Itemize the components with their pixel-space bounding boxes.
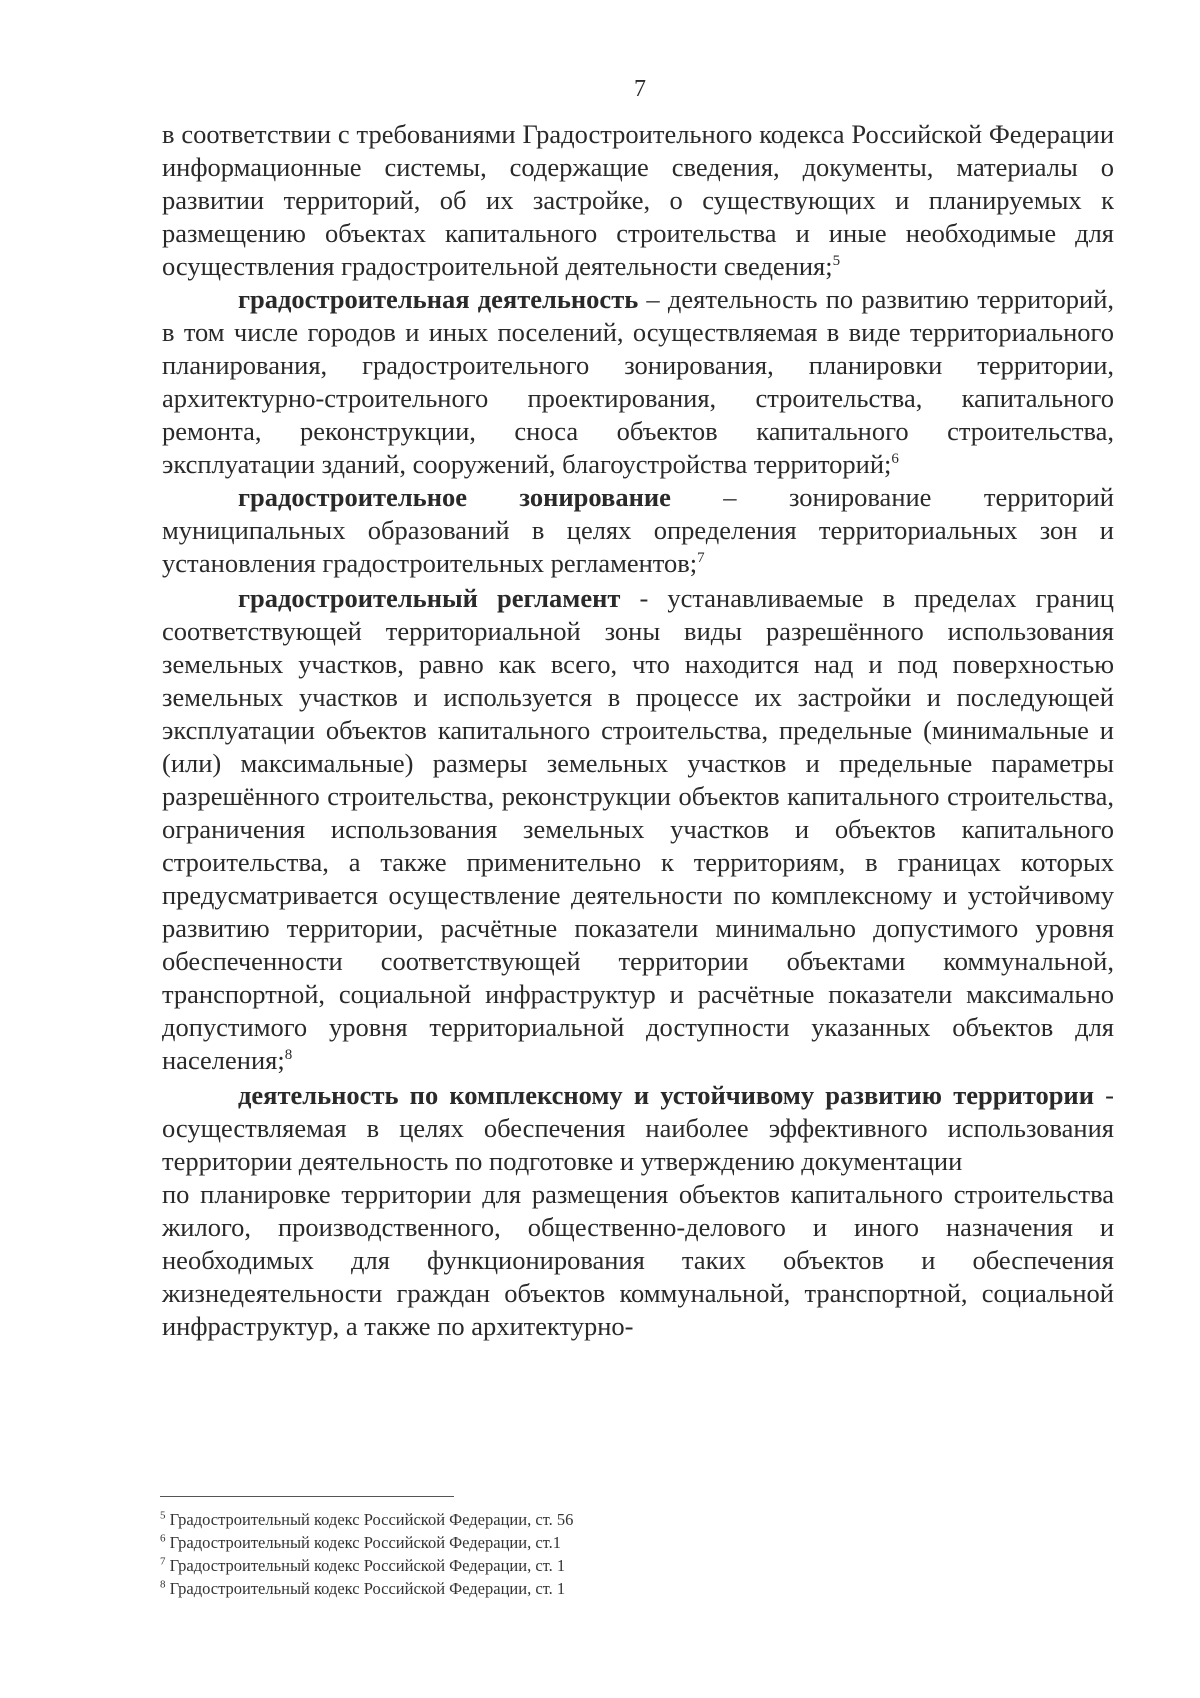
definition-term: градостроительное зонирование — [238, 482, 671, 512]
definition-text: – деятельность по развитию территорий, в том числе городов и иных поселений, осуществляемая в виде территориального планирования, градостроительного зонирования, планировки территории, архитектурно-строительного проектирования, строительства, капитального ремонта, реконструкции, сноса объектов капитального строительства, эксплуатации зданий, сооружений, благоустройства территорий; — [162, 284, 1115, 479]
footnote-text: Градостроительный кодекс Российской Федерации, ст. 56 — [169, 1510, 574, 1529]
paragraph-continuation — [162, 1178, 1114, 1343]
footnote-number: 5 — [160, 1509, 166, 1522]
definition-kompleksnoe-razvitie — [162, 1079, 1114, 1178]
paragraph-text: в соответствии с требованиями Градостроительного кодекса Российской Федерации информационные системы, содержащие сведения, документы, материалы о развитии территорий, об их застройке, о существующих и планируемых к размещению объектах капитального строительства и иные необходимые для осуществления градостроительной деятельности сведения; — [162, 119, 1114, 281]
footnote — [160, 1508, 860, 1531]
footnote-number: 7 — [160, 1555, 166, 1568]
footnote-ref: 7 — [697, 550, 705, 567]
footnote-ref: 8 — [284, 1047, 293, 1064]
footnote-text: Градостроительный кодекс Российской Федерации, ст. 1 — [169, 1579, 566, 1598]
footnote-text: Градостроительный кодекс Российской Федерации, ст.1 — [169, 1533, 561, 1552]
definition-term: градостроительная деятельность — [238, 284, 639, 314]
body-text — [162, 118, 1114, 1343]
definition-term: градостроительный регламент — [238, 583, 621, 613]
definition-text: - устанавливаемые в пределах границ соответствующей территориальной зоны виды разрешённого использования земельных участков, равно как всего, что находится над и под поверхностью земельных участков и используется в процессе их застройки и последующей эксплуатации объектов капитального строительства, предельные (минимальные и (или) максимальные) размеры земельных участков и предельные параметры разрешённого строительства, реконструкции объектов капитального строительства, ограничения использования земельных участков и объектов капитального строительства, а также применительно к территориям, в границах которых предусматривается осуществление деятельности по комплексному и устойчивому развитию территории, расчётные показатели минимально допустимого уровня обеспеченности соответствующей территории объектами коммунальной, транспортной, социальной инфраструктур и расчётные показатели максимально допустимого уровня территориальной доступности указанных объектов для населения; — [162, 583, 1114, 1075]
definition-term: деятельность по комплексному и устойчивому развитию территории — [238, 1080, 1094, 1110]
footnote — [160, 1577, 860, 1600]
footnotes — [160, 1508, 860, 1600]
definition-text: – зонирование территорий муниципальных образований в целях определения территориальных зон и установления градостроительных регламентов; — [162, 482, 1114, 578]
definition-gradostroitelnaya-deyatelnost — [162, 283, 1114, 481]
paragraph-continuation — [162, 118, 1114, 283]
definition-gradostroitelny-reglament — [162, 582, 1114, 1077]
paragraph-text: по планировке территории для размещения объектов капитального строительства жилого, производственного, общественно-делового и иного назначения и необходимых для функционирования таких объектов и обеспечения жизнедеятельности граждан объектов коммунальной, транспортной, социальной инфраструктур, а также по архитектурно- — [162, 1179, 1114, 1341]
definition-gradostroitelnoe-zonirovanie — [162, 481, 1114, 580]
footnote-text: Градостроительный кодекс Российской Федерации, ст. 1 — [169, 1556, 566, 1575]
definition-text: - осуществляемая в целях обеспечения наиболее эффективного использования территории деятельность по подготовке и утверждению документации — [162, 1080, 1114, 1176]
footnote-number: 8 — [160, 1578, 166, 1591]
footnote-ref: 5 — [832, 253, 841, 270]
footnote — [160, 1554, 860, 1577]
footnote-separator — [160, 1496, 454, 1497]
page-number: 7 — [634, 76, 646, 102]
footnote — [160, 1531, 860, 1554]
footnote-number: 6 — [160, 1532, 166, 1545]
footnote-ref: 6 — [891, 451, 899, 468]
